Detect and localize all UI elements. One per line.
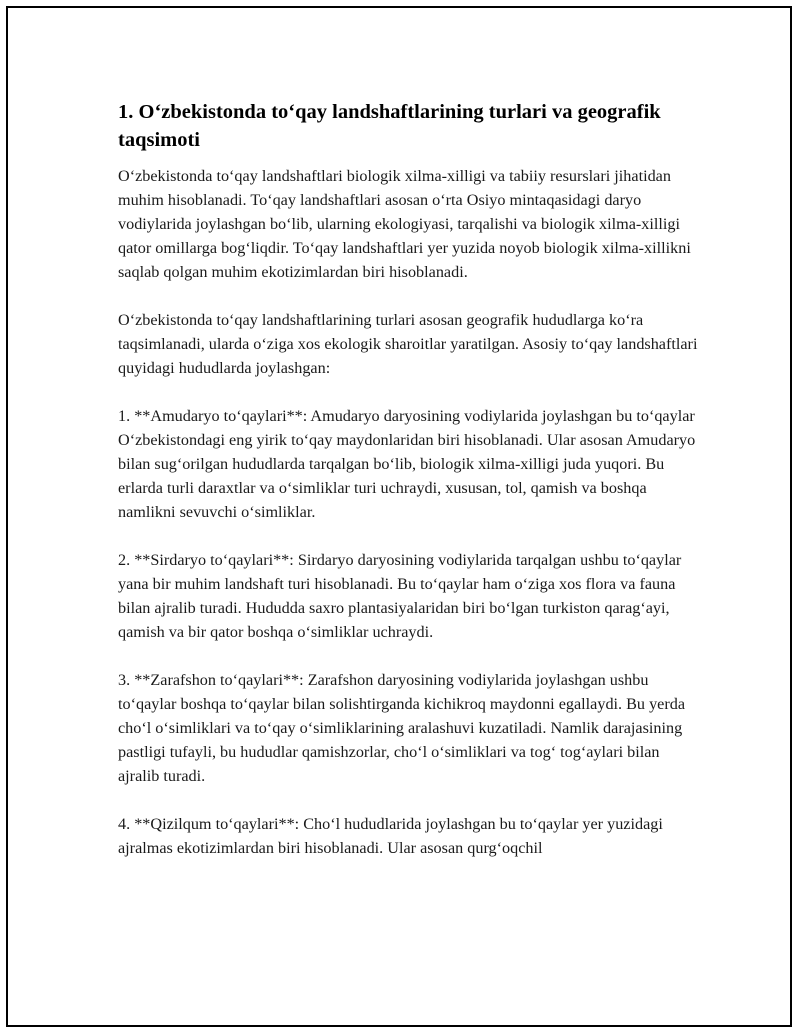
document-body xyxy=(118,98,698,884)
section-heading: 1. O‘zbekistonda to‘qay landshaftlarining turlari va geografik taqsimoti xyxy=(118,101,661,151)
paragraph-types: O‘zbekistonda to‘qay landshaftlarining turlari asosan geografik hududlarga ko‘ra taqsimlanadi, ularda o‘ziga xos ekologik sharoitlar yaratilgan. Asosiy to‘qay landshaftlari quyidagi hududlarda joylashgan: xyxy=(118,311,698,377)
document-page xyxy=(6,6,792,1027)
paragraph-sirdaryo: 2. **Sirdaryo to‘qaylari**: Sirdaryo daryosining vodiylarida tarqalgan ushbu to‘qaylar yana bir muhim landshaft turi hisoblanadi. Bu to‘qaylar ham o‘ziga xos flora va fauna bilan ajralib turadi. Hududda saxro plantasiyalaridan biri bo‘lgan turkiston qarag‘ayi, qamish va bir qator boshqa o‘simliklar uchraydi. xyxy=(118,551,682,641)
paragraph-intro: O‘zbekistonda to‘qay landshaftlari biologik xilma-xilligi va tabiiy resurslari jihatidan muhim hisoblanadi. To‘qay landshaftlari asosan o‘rta Osiyo mintaqasidagi daryo vodiylarida joylashgan bo‘lib, ularning ekologiyasi, tarqalishi va biologik xilma-xilligi qator omillarga bog‘liqdir. To‘qay landshaftlari yer yuzida noyob biologik xilma-xillikni saqlab qolgan muhim ekotizimlardan biri hisoblanadi. xyxy=(118,167,691,281)
paragraph-amudaryo: 1. **Amudaryo to‘qaylari**: Amudaryo daryosining vodiylarida joylashgan bu to‘qaylar O‘zbekistondagi eng yirik to‘qay maydonlaridan biri hisoblanadi. Ular asosan Amudaryo bilan sug‘orilgan hududlarda tarqalgan bo‘lib, biologik xilma-xilligi juda yuqori. Bu erlarda turli daraxtlar va o‘simliklar turi uchraydi, xususan, tol, qamish va boshqa namlikni sevuvchi o‘simliklar. xyxy=(118,407,696,521)
paragraph-zarafshon: 3. **Zarafshon to‘qaylari**: Zarafshon daryosining vodiylarida joylashgan ushbu to‘qaylar boshqa to‘qaylar bilan solishtirganda kichikroq maydonni egallaydi. Bu yerda cho‘l o‘simliklari va to‘qay o‘simliklarining aralashuvi kuzatiladi. Namlik darajasining pastligi tufayli, bu hududlar qamishzorlar, cho‘l o‘simliklari va tog‘ tog‘aylari bilan ajralib turadi. xyxy=(118,671,686,785)
paragraph-qizilqum: 4. **Qizilqum to‘qaylari**: Cho‘l hududlarida joylashgan bu to‘qaylar yer yuzidagi ajralmas ekotizimlardan biri hisoblanadi. Ular asosan qurg‘oqchil xyxy=(118,815,663,857)
